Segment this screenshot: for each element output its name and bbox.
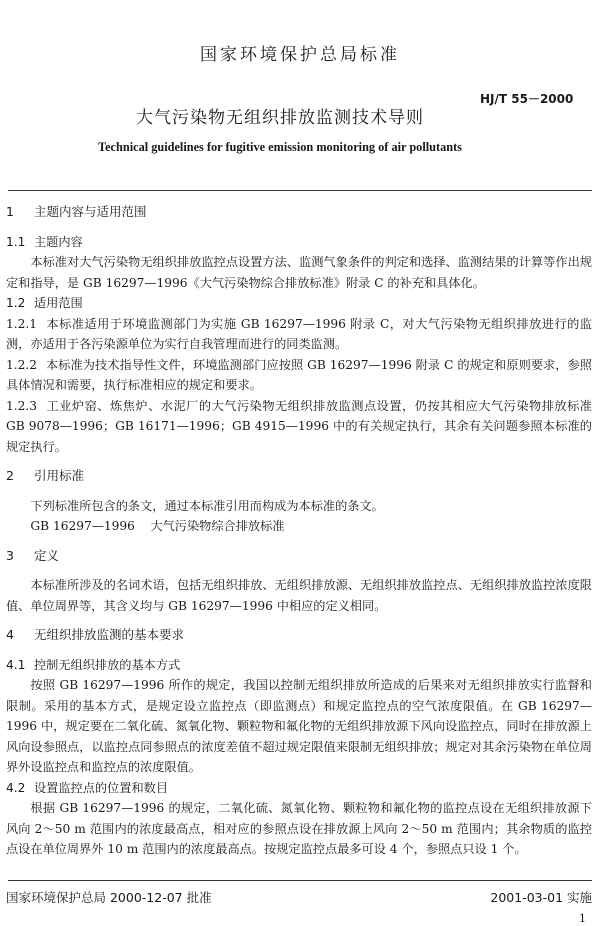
section-title: 适用范围 (34, 296, 83, 310)
reference-code: GB 16297—1996 (30, 519, 135, 533)
section-3-text: 本标准所涉及的名词术语，包括无组织排放、无组织排放源、无组织排放监控点、无组织排放监控浓度限值、单位周界等，其含义均与 GB 16297—1996 中相应的定义相同。 (6, 578, 592, 613)
section-number: 4.1 (6, 657, 26, 672)
document-body (6, 202, 592, 860)
section-4-2-heading (6, 778, 592, 799)
section-1-2-1-paragraph (6, 314, 592, 355)
section-title: 无组织排放监测的基本要求 (34, 627, 185, 642)
section-number: 1.2 (6, 296, 26, 310)
section-4-2-text: 根据 GB 16297—1996 的规定，二氧化硫、氮氧化物、颗粒物和氟化物的监控点设在无组织排放源下风向 2～50 m 范围内的浓度最高点，相对应的参照点设在排放源上风向 2～50 m 范围内；其余物质的监控点设在单位周界外 10 m 范围内的浓度最高点。按规定监控点最多可设 4 个，参照点只设 1 个。 (6, 801, 592, 856)
section-4-1-text: 按照 GB 16297—1996 所作的规定，我国以控制无组织排放所造成的后果来对无组织排放实行监督和限制。采用的基本方式，是规定设立监控点（即监测点）和规定监控点的空气浓度限值。在 GB 16297—1996 中，规定要在二氧化硫、氮氧化物、颗粒物和氟化物的无组织排放源下风向设监控点，同时在排放源上风向设参照点，以监控点同参照点的浓度差值不超过规定限值来限制无组织排放；规定对其余污染物在单位周界外设监控点和监控点的浓度限值。 (6, 678, 592, 774)
section-title: 控制无组织排放的基本方式 (34, 657, 181, 672)
section-4-1-heading (6, 655, 592, 676)
section-2-text: 下列标准所包含的条文，通过本标准引用而构成为本标准的条文。 (30, 498, 384, 513)
footer-divider (8, 880, 592, 881)
issuing-agency: 国家环境保护总局标准 (200, 45, 400, 65)
implementation-date: 2001-03-01 实施 (490, 890, 592, 905)
section-number: 2 (6, 468, 14, 483)
clause-text: 本标准为技术指导性文件，环境监测部门应按照 GB 16297—1996 附录 C 的规定和原则要求，参照具体情况和需要，执行标准相应的规定和要求。 (6, 357, 592, 392)
title-english: Technical guidelines for fugitive emission monitoring of air pollutants (98, 140, 462, 154)
section-1-2-heading (6, 293, 592, 314)
section-title: 定义 (34, 547, 60, 563)
section-1-1-heading (6, 232, 592, 253)
section-title: 主题内容 (34, 234, 83, 249)
page-number: 1 (579, 912, 586, 925)
standard-number: HJ/T 55－2000 (480, 92, 574, 106)
section-title: 主题内容与适用范围 (34, 204, 147, 219)
referenced-standard (6, 516, 592, 537)
section-number: 4.2 (6, 780, 26, 795)
section-number: 4 (6, 627, 14, 642)
header-divider (8, 190, 592, 191)
section-1-heading (6, 202, 592, 223)
section-1-2-3-paragraph (6, 396, 592, 458)
section-4-heading (6, 625, 592, 646)
section-1-1-text: 本标准对大气污染物无组织排放监控点设置方法、监测气象条件的判定和选择、监测结果的计算等作出规定和指导，是 GB 16297—1996《大气污染物综合排放标准》附录 C 的补充和具体化。 (6, 255, 592, 290)
section-1-2-2-paragraph (6, 355, 592, 396)
clause-number: 1.2.3 (6, 398, 38, 413)
section-2-heading (6, 466, 592, 487)
section-title: 引用标准 (34, 468, 85, 483)
section-3-heading (6, 546, 592, 567)
title-chinese: 大气污染物无组织排放监测技术导则 (136, 108, 424, 128)
clause-text: 工业炉窑、炼焦炉、水泥厂的大气污染物无组织排放监测点设置，仍按其相应大气污染物排放标准 GB 9078—1996；GB 16171—1996；GB 4915—1996 中的有关规定执行，其余有关问题参照本标准的规定执行。 (6, 398, 592, 454)
approval-info: 国家环境保护总局 2000-12-07 批准 (6, 890, 212, 905)
clause-number: 1.2.2 (6, 357, 38, 372)
section-number: 3 (6, 547, 14, 563)
section-number: 1.1 (6, 234, 26, 249)
clause-number: 1.2.1 (6, 316, 38, 331)
section-number: 1 (6, 204, 14, 219)
clause-text: 本标准适用于环境监测部门为实施 GB 16297—1996 附录 C，对大气污染物无组织排放进行的监测，亦适用于各污染源单位为实行自我管理而进行的同类监测。 (6, 316, 592, 351)
reference-title: 大气污染物综合排放标准 (150, 519, 285, 533)
section-title: 设置监控点的位置和数目 (34, 780, 169, 795)
